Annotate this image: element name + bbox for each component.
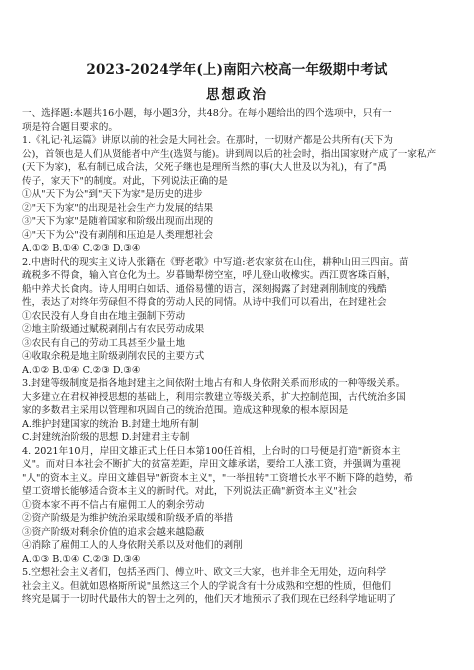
text-line: C.封建统治阶级的思想 D.封建君主专制	[22, 432, 190, 443]
text-line: 大多建立在君权神授思想的基础上，利用宗教建立等级关系，扩大控制范围，古代统治多国	[22, 391, 406, 403]
text-line: A.维护封建国家的统治 B.封建土地所有制	[22, 418, 199, 430]
text-line: 性，表达了对终年劳碌但不得食的劳动人民的同情。从诗中我们可以看出，在封建社会	[22, 297, 387, 308]
text-line: ④消除了雇佣工人的人身依附关系以及对他们的剥削	[22, 540, 243, 551]
text-line: 公)，首领也是人们从贤能者中产生(选贤与能)。讲到周以后的社会时，指出国家财产成了一家私产	[22, 148, 437, 160]
text-line: 义"。而对日本社会不断扩大的贫富差距，岸田文雄承诺，要给工人涨工资，并强调为重视	[22, 459, 401, 470]
exam-subject: 思想政治	[206, 87, 268, 103]
text-line: 2.中唐时代的现实主义诗人张籍在《野老歌》中写道:老农家贫在山住，耕种山田三四亩。苗	[22, 256, 409, 268]
text-line: A.①② B.①④ C.②③ D.③④	[22, 243, 141, 254]
text-line: 1.《礼记·礼运篇》讲原以前的社会是大同社会。在那时，一切财产都是公共所有(天下为	[22, 135, 393, 146]
text-line: 一、选择题:本题共16小题，每小题3分，共48分。在每小题给出的四个选项中，只有一	[22, 108, 392, 119]
text-line: 传子，家天下"的制度。对此，下列说法正确的是	[22, 175, 228, 187]
text-line: 疏税多不得食，输入官仓化为土。岁暮锄犁傍空室，呼儿登山收橡实。西江贾客珠百斛，	[22, 270, 397, 281]
text-line: ③资产阶级对剩余价值的追求会越来越隐蔽	[22, 526, 205, 538]
text-line: "人"的资本主义。岸田文雄倡导"新资本主义"，"一举扭转"工资增长水平不断下降的趋势，希	[22, 472, 414, 484]
text-line: ③农民有自己的劳动工具甚至少量土地	[22, 337, 186, 349]
text-line: 5.空想社会主义者们，包括圣西门、傅立叶、欧文三大家，也并非全无用处，迈向科学	[22, 567, 387, 578]
text-line: (天下为家)，私有制已成合法，父死子继也是理所当然的事(大人世及以为礼)，有了"禹	[22, 162, 387, 173]
text-line: ②"天下为家"的出现是社会生产力发展的结果	[22, 202, 214, 214]
text-line: 望工资增长能够适合资本主义的新时代。对此，下列说法正确"新资本主义"社会	[22, 486, 358, 497]
text-line: ①资本家不再不信占有雇佣工人的剩余劳动	[22, 499, 205, 511]
text-line: 社会主义。但就如恩格斯所说"虽然这三个人的学说含有十分成熟和空想的性质，但他们	[22, 580, 391, 592]
exam-body	[22, 107, 454, 666]
text-line: ②资产阶级是为维护统治采取缓和阶级矛盾的举措	[22, 513, 234, 524]
text-line: 3.封建等级制度是指各地封建主之间依附土地占有和人身依附关系而形成的一种等级关系。	[22, 378, 406, 389]
text-line: ②地主阶级通过赋税剥削占有农民劳动成果	[22, 324, 205, 335]
exam-title: 2023-2024学年(上)南阳六校高一年级期中考试	[86, 62, 388, 78]
text-line: A.①② B.①④ C.②③ D.③④	[22, 364, 141, 376]
text-line: ④"天下为公"没有剥削和压迫是人类理想社会	[22, 229, 214, 241]
text-line: ①从"天下为公"到"天下为家"是历史的进步	[22, 189, 203, 200]
text-line: ①农民没有人身自由在地主强制下劳动	[22, 310, 186, 322]
text-line: A.①③ B.①④ C.②③ D.③④	[22, 553, 141, 565]
text-line: 项是符合题目要求的。	[22, 121, 118, 133]
text-line: ④收取余税是地主阶级剥削农民的主要方式	[22, 351, 205, 362]
text-line: ③"天下为家"是随着国家和阶级出现而出现的	[22, 216, 214, 227]
text-line: 终究是属于一切时代最伟大的智士之列的，他们天才地预示了我们现在已经科学地证明了	[22, 594, 397, 605]
text-line: 家的多数君主采用以管理和巩固自己的统治范围。造成这种现象的根本原因是	[22, 405, 349, 416]
text-line: 船中养犬长食肉。诗人用明白如话、通俗易懂的语言，深刻揭露了封建剥削制度的残酷	[22, 283, 387, 295]
text-line: 4. 2021年10月，岸田文雄正式上任日本第100任首相，上台时的口号便是打造"新资本主	[22, 445, 401, 457]
